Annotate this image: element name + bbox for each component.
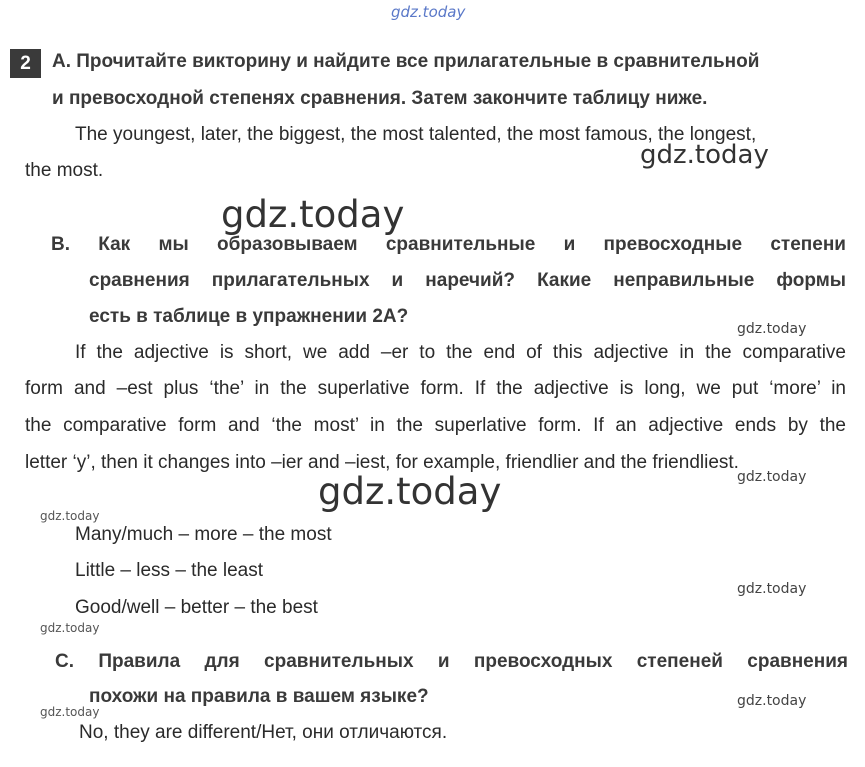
part-a-answer-line: The youngest, later, the biggest, the most talented, the most famous, the longest, <box>75 124 757 145</box>
watermark-tiny: gdz.today <box>40 705 100 719</box>
watermark-small: gdz.today <box>737 321 807 337</box>
watermark-large: gdz.today <box>318 470 502 513</box>
watermark-tiny: gdz.today <box>40 621 100 635</box>
part-c-question-line: C. Правила для сравнительных и превосходных степеней сравнения <box>55 651 848 672</box>
irregular-form-line: Little – less – the least <box>75 560 263 581</box>
part-b-answer-line: the comparative form and ‘the most’ in the superlative form. If an adjective ends by the <box>25 415 846 436</box>
irregular-form-line: Good/well – better – the best <box>75 597 318 618</box>
part-a-answer-line: the most. <box>25 160 104 181</box>
watermark-small: gdz.today <box>737 693 807 709</box>
part-b-question-line: сравнения прилагательных и наречий? Какие неправильные формы <box>89 270 846 291</box>
part-b-answer-line: form and –est plus ‘the’ in the superlative form. If the adjective is long, we put ‘more’ in <box>25 378 846 399</box>
watermark-tiny: gdz.today <box>40 509 100 523</box>
part-b-answer-line: If the adjective is short, we add –er to the end of this adjective in the comparative <box>75 342 846 363</box>
watermark-large: gdz.today <box>221 193 405 236</box>
part-b-question-line: B. Как мы образовываем сравнительные и превосходные степени <box>51 234 846 255</box>
part-c-question-line: похожи на правила в вашем языке? <box>89 686 429 707</box>
part-c-answer: No, they are different/Нет, они отличаются. <box>79 722 448 743</box>
watermark-top: gdz.today <box>391 3 466 21</box>
watermark-large: gdz.today <box>640 140 769 170</box>
part-a-question-line: и превосходной степенях сравнения. Затем закончите таблицу ниже. <box>52 88 708 109</box>
part-a-question-line: A. Прочитайте викторину и найдите все прилагательные в сравнительной <box>52 51 760 72</box>
irregular-form-line: Many/much – more – the most <box>75 524 332 545</box>
exercise-number-badge: 2 <box>10 49 41 78</box>
watermark-small: gdz.today <box>737 581 807 597</box>
part-b-question-line: есть в таблице в упражнении 2А? <box>89 306 409 327</box>
part-b-answer-line: letter ‘y’, then it changes into –ier and –iest, for example, friendlier and the friendliest. <box>25 452 739 473</box>
watermark-small: gdz.today <box>737 469 807 485</box>
